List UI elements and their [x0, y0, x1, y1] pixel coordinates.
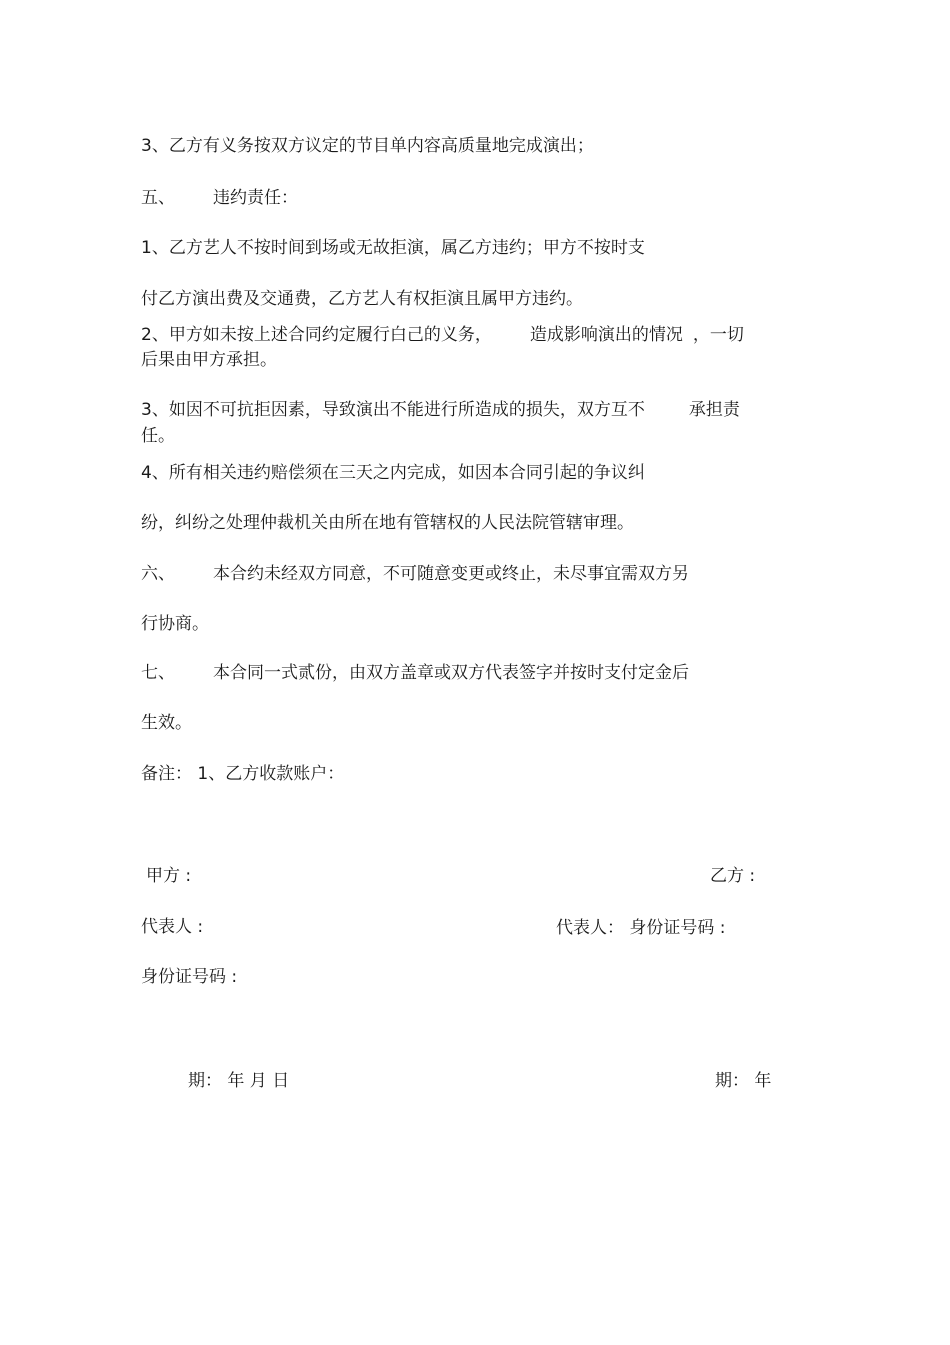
representative-b-label: 代表人： 身份证号码 :: [556, 918, 726, 938]
section7-line2: 生效。: [141, 713, 192, 733]
clause-5-2-part2: 造成影响演出的情况: [529, 325, 683, 345]
section7-line1: [141, 661, 689, 685]
section5-title: 违约责任：: [213, 188, 298, 208]
clause-item3-program: 3、乙方有义务按双方议定的节目单内容高质量地完成演出；: [141, 136, 594, 156]
remark-line: 备注： 1、乙方收款账户：: [141, 764, 345, 784]
id-number-a-label: 身份证号码 :: [141, 967, 238, 987]
clause-5-3-line2: 任。: [141, 426, 175, 446]
section5-heading: [141, 186, 298, 210]
section5-number: 五、: [141, 188, 175, 208]
clause-5-1-line1: 1、乙方艺人不按时间到场或无故拒演，属乙方违约；甲方不按时支: [141, 238, 645, 258]
clause-5-2-part1: 2、甲方如未按上述合同约定履行白己的义务，: [141, 325, 492, 345]
clause-5-2-part3: ，一切: [692, 325, 744, 345]
section7-number: 七、: [141, 663, 175, 683]
section6-text: 本合约未经双方同意，不可随意变更或终止，未尽事宜需双方另: [213, 564, 689, 584]
clause-5-3-part2: 承担责: [688, 400, 740, 420]
clause-5-4-line2: 纷，纠纷之处理仲裁机关由所在地有管辖权的人民法院管辖审理。: [141, 513, 634, 533]
party-a-label: 甲方 :: [146, 866, 192, 886]
representative-a-label: 代表人 :: [141, 917, 204, 937]
section6-number: 六、: [141, 564, 175, 584]
date-b-label: 期： 年: [715, 1071, 772, 1091]
clause-5-2-line1: [141, 323, 744, 347]
section6-line2: 行协商。: [141, 614, 209, 634]
clause-5-1-line2: 付乙方演出费及交通费，乙方艺人有权拒演且属甲方违约。: [141, 289, 583, 309]
clause-5-4-line1: 4、所有相关违约赔偿须在三天之内完成，如因本合同引起的争议纠: [141, 463, 645, 483]
party-b-label: 乙方 :: [710, 866, 756, 886]
clause-5-2-line2: 后果由甲方承担。: [141, 350, 277, 370]
clause-5-3-part1: 3、如因不可抗拒因素，导致演出不能进行所造成的损失，双方互不: [141, 400, 645, 420]
section7-text: 本合同一式贰份，由双方盖章或双方代表签字并按时支付定金后: [213, 663, 689, 683]
date-a-label: 期： 年 月 日: [188, 1071, 290, 1091]
section6-line1: [141, 562, 689, 586]
clause-5-3-line1: [141, 398, 740, 422]
